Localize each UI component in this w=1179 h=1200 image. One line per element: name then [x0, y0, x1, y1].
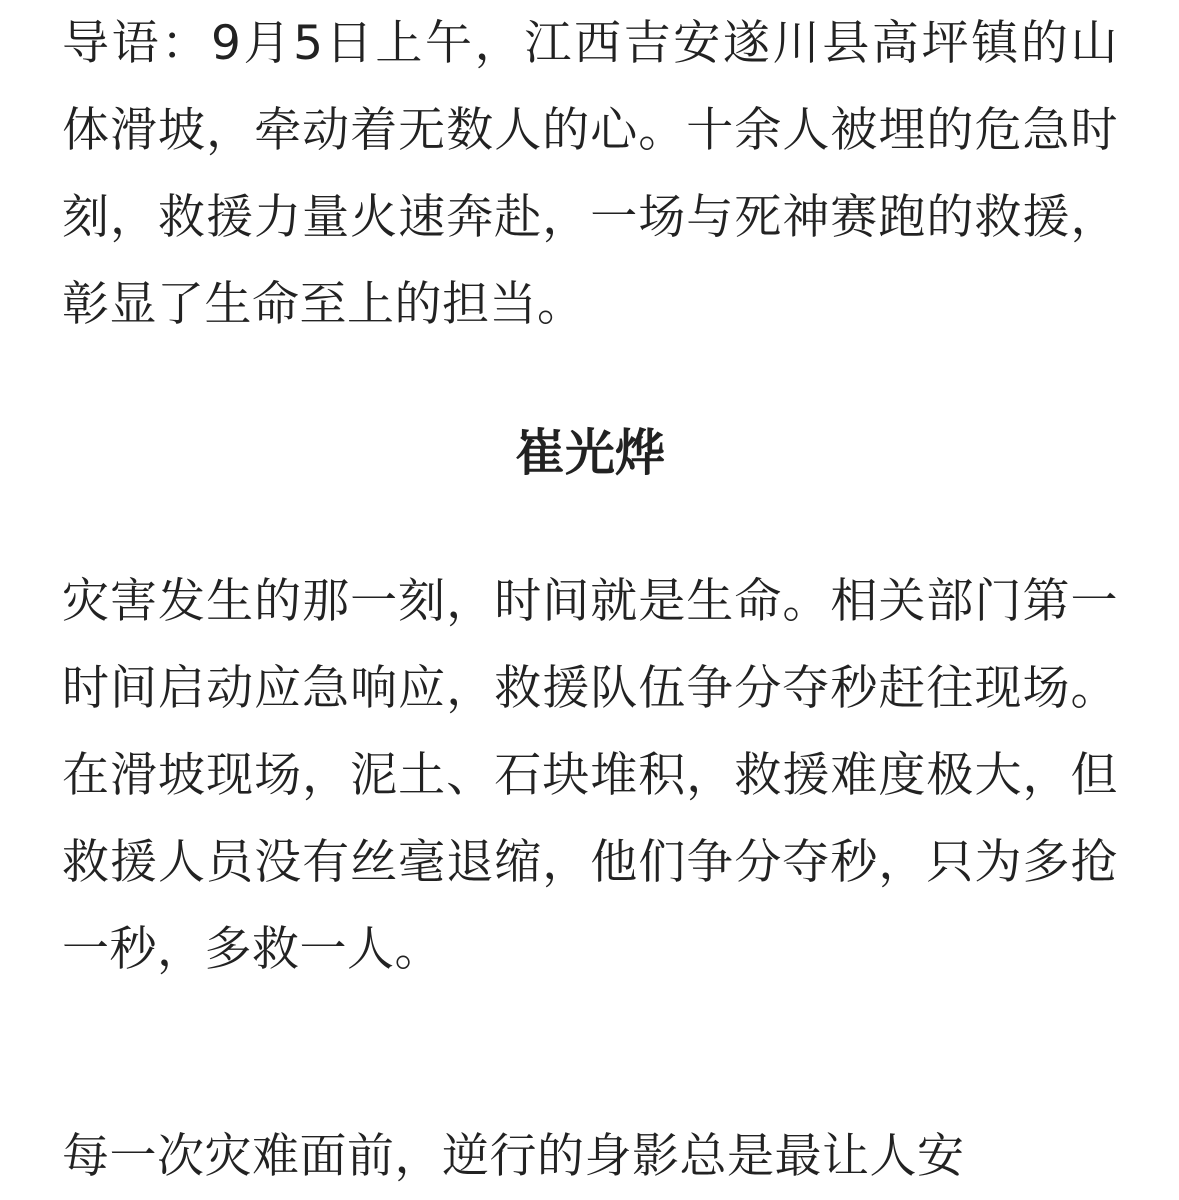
author-name: 崔光烨 — [515, 424, 665, 482]
article-paragraph: 每一次灾难面前，逆行的身影总是最让人安 — [62, 1129, 965, 1184]
article-lead: 导语：9月5日上午，江西吉安遂川县高坪镇的山体滑坡，牵动着无数人的心。十余人被埋的危急时刻，救援力量火速奔赴，一场与死神赛跑的救援，彰显了生命至上的担当。 — [62, 16, 1118, 332]
article-paragraph: 灾害发生的那一刻，时间就是生命。相关部门第一时间启动应急响应，救援队伍争分夺秒赶往现场。在滑坡现场，泥土、石块堆积，救援难度极大，但救援人员没有丝毫退缩，他们争分夺秒，只为多抢一秒，多救一人。 — [62, 574, 1118, 977]
